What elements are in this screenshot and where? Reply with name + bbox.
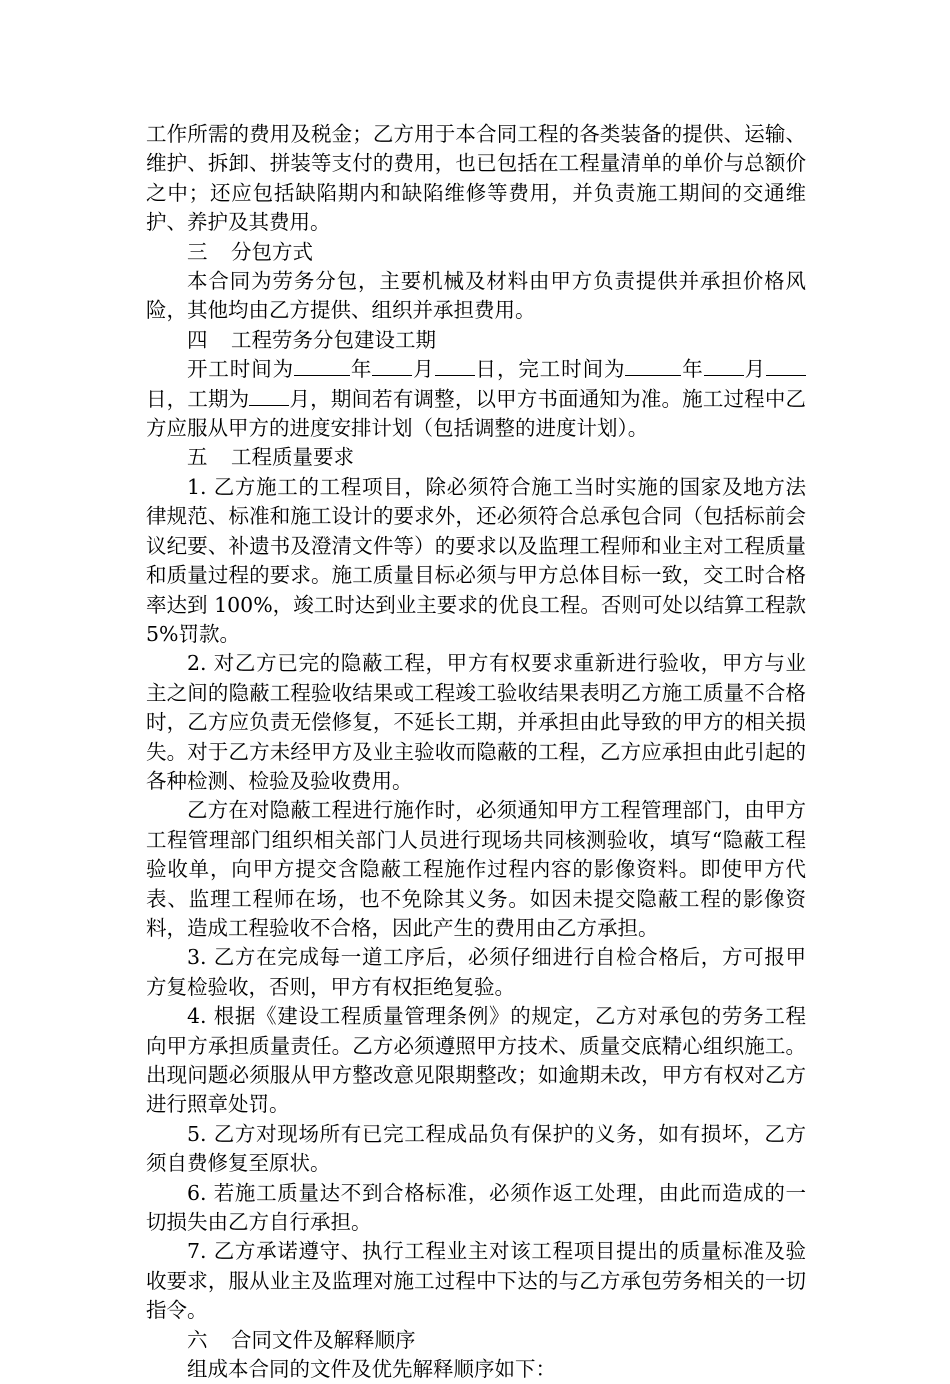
section-heading-3 [146, 238, 806, 267]
blank-end-month[interactable] [704, 355, 744, 376]
list-item-7: 7. 乙方承诺遵守、执行工程业主对该工程项目提出的质量标准及验收要求，服从业主及监理对施工过程中下达的与乙方承包劳务相关的一切指令。 [146, 1239, 806, 1323]
blank-start-day[interactable] [435, 355, 475, 376]
document-body [146, 120, 806, 1384]
list-item-2: 2. 对乙方已完的隐蔽工程，甲方有权要求重新进行验收，甲方与业主之间的隐蔽工程验收结果或工程竣工验收结果表明乙方施工质量不合格时，乙方应负责无偿修复，不延长工期，并承担由此导致的甲方的相关损失。对于乙方未经甲方及业主验收而隐蔽的工程，乙方应承担由此引起的各种检测、检验及验收费用。 [146, 651, 806, 793]
list-item-1: 1. 乙方施工的工程项目，除必须符合施工当时实施的国家及地方法律规范、标准和施工设计的要求外，还必须符合总承包合同（包括标前会议纪要、补遗书及澄清文件等）的要求以及监理工程师和业主对工程质量和质量过程的要求。施工质量目标必须与甲方总体目标一致，交工时合格率达到 100%，竣工时达到业主要求的优良工程。否则可处以结算工程款 5%罚款。 [146, 474, 806, 646]
section-heading-4 [146, 326, 806, 355]
paragraph-schedule: 开工时间为 年 月 日，完工时间为 年 月日，工期为 月，期间若有调整，以甲方书面通知为准。施工过程中乙方应服从甲方的进度安排计划（包括调整的进度计划）。 [146, 357, 807, 441]
section-number: 五 [187, 445, 208, 470]
section-number: 三 [187, 239, 208, 264]
list-item-6: 6. 若施工质量达不到合格标准，必须作返工处理，由此而造成的一切损失由乙方自行承担。 [146, 1180, 806, 1235]
section-title: 工程劳务分包建设工期 [231, 327, 436, 352]
blank-start-year[interactable] [294, 355, 350, 376]
paragraph-subcontract-method: 本合同为劳务分包，主要机械及材料由甲方负责提供并承担价格风险，其他均由乙方提供、组织并承担费用。 [146, 269, 806, 323]
section-number: 四 [187, 327, 208, 352]
list-item-3: 3. 乙方在完成每一道工序后，必须仔细进行自检合格后，方可报甲方复检验收，否则，甲方有权拒绝复验。 [146, 945, 806, 999]
list-item-5: 5. 乙方对现场所有已完工程成品负有保护的义务，如有损坏，乙方须自费修复至原状。 [146, 1121, 806, 1176]
blank-start-month[interactable] [372, 355, 412, 376]
section-heading-5 [146, 443, 806, 472]
list-item-4: 4. 根据《建设工程质量管理条例》的规定，乙方对承包的劳务工程向甲方承担质量责任。乙方必须遵照甲方技术、质量交底精心组织施工。出现问题必须服从甲方整改意见限期整改；如逾期未改，甲方有权对乙方进行照章处罚。 [146, 1004, 806, 1117]
paragraph-intro: 工作所需的费用及税金；乙方用于本合同工程的各类装备的提供、运输、维护、拆卸、拼装等支付的费用，也已包括在工程量清单的单价与总额价之中；还应包括缺陷期内和缺陷维修等费用，并负责施工期间的交通维护、养护及其费用。 [146, 122, 806, 235]
section-title: 合同文件及解释顺序 [231, 1327, 416, 1352]
section-heading-6 [146, 1326, 806, 1355]
list-item-2-continued: 乙方在对隐蔽工程进行施作时，必须通知甲方工程管理部门，由甲方工程管理部门组织相关部门人员进行现场共同核测验收，填写“隐蔽工程验收单，向甲方提交含隐蔽工程施作过程内容的影像资料。即使甲方代表、监理工程师在场，也不免除其义务。如因未提交隐蔽工程的影像资料，造成工程验收不合格，因此产生的费用由乙方承担。 [146, 798, 806, 940]
section-title: 工程质量要求 [231, 445, 354, 470]
blank-duration-months[interactable] [249, 385, 289, 406]
section-number: 六 [187, 1327, 208, 1352]
blank-end-day[interactable] [766, 355, 806, 376]
paragraph-document-order: 组成本合同的文件及优先解释顺序如下： [187, 1357, 556, 1382]
section-title: 分包方式 [231, 239, 313, 264]
blank-end-year[interactable] [625, 355, 681, 376]
